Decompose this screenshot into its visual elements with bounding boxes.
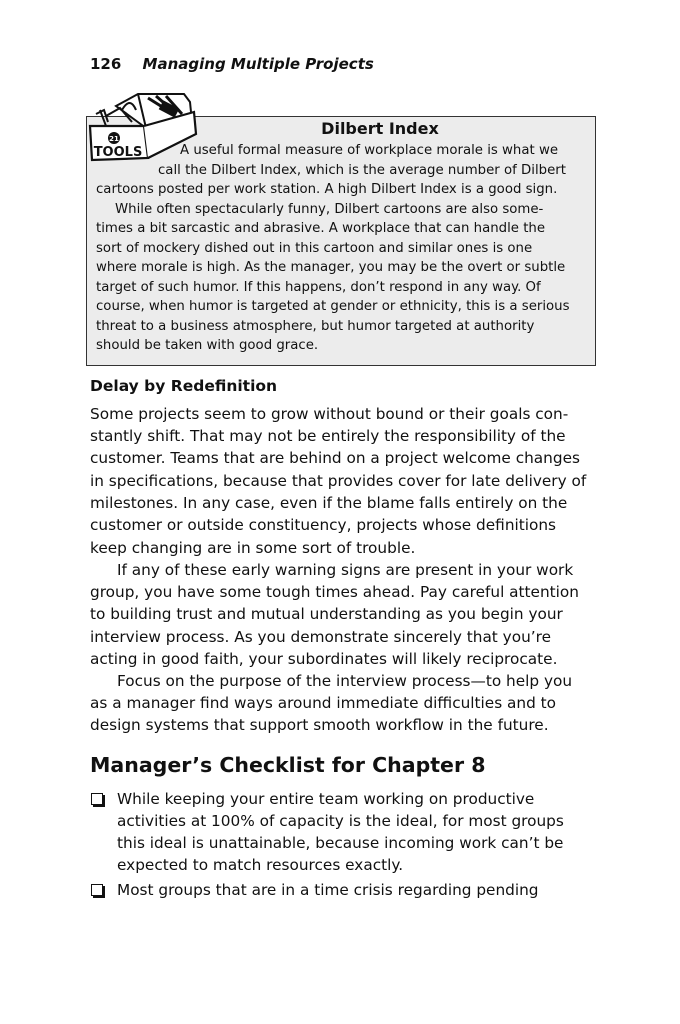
body-line: group, you have some tough times ahead. Pay careful attention xyxy=(90,583,579,601)
running-header xyxy=(90,55,610,73)
icon-badge: 21 xyxy=(109,135,119,143)
sidebar-line: threat to a business atmosphere, but humor targeted at authority xyxy=(96,319,535,334)
body-line: keep changing are in some sort of trouble. xyxy=(90,539,416,557)
checklist-line: Most groups that are in a time crisis regarding pending xyxy=(117,881,539,899)
body-line: customer. Teams that are behind on a project welcome changes xyxy=(90,449,580,467)
sidebar-line: A useful formal measure of workplace morale is what we xyxy=(180,143,559,158)
body-line: Focus on the purpose of the interview process—to help you xyxy=(117,672,573,690)
body-line: Some projects seem to grow without bound or their goals con- xyxy=(90,405,569,423)
icon-label: TOOLS xyxy=(93,145,143,160)
body-line: stantly shift. That may not be entirely the responsibility of the xyxy=(90,427,566,445)
body-line: as a manager find ways around immediate difficulties and to xyxy=(90,694,557,712)
sidebar-line: where morale is high. As the manager, you may be the overt or subtle xyxy=(96,260,566,275)
checkbox-icon xyxy=(91,793,103,805)
book-title: Managing Multiple Projects xyxy=(142,55,374,73)
checklist-line: expected to match resources exactly. xyxy=(117,856,404,874)
body-line: acting in good faith, your subordinates will likely reciprocate. xyxy=(90,650,558,668)
body-line: customer or outside constituency, projects whose definitions xyxy=(90,516,557,534)
sidebar-line: target of such humor. If this happens, don’t respond in any way. Of xyxy=(96,280,541,295)
checklist-line: activities at 100% of capacity is the ideal, for most groups xyxy=(117,812,564,830)
sidebar-line: While often spectacularly funny, Dilbert cartoons are also some- xyxy=(115,202,544,217)
section-heading: Delay by Redefinition xyxy=(90,377,278,395)
sidebar-line: cartoons posted per work station. A high Dilbert Index is a good sign. xyxy=(96,182,558,197)
sidebar-line: call the Dilbert Index, which is the average number of Dilbert xyxy=(158,163,566,178)
checkbox-icon xyxy=(91,884,103,896)
body-line: in specifications, because that provides cover for late delivery of xyxy=(90,472,587,490)
sidebar-line: course, when humor is targeted at gender or ethnicity, this is a serious xyxy=(96,299,570,314)
checklist-heading: Manager’s Checklist for Chapter 8 xyxy=(90,753,486,777)
sidebar-line: times a bit sarcastic and abrasive. A workplace that can handle the xyxy=(96,221,546,236)
sidebar-title: Dilbert Index xyxy=(321,119,439,138)
body-line: If any of these early warning signs are present in your work xyxy=(117,561,574,579)
body-line: design systems that support smooth workflow in the future. xyxy=(90,716,549,734)
body-line: milestones. In any case, even if the blame falls entirely on the xyxy=(90,494,568,512)
checklist-line: this ideal is unattainable, because incoming work can’t be xyxy=(117,834,564,852)
sidebar-line: should be taken with good grace. xyxy=(96,338,319,353)
body-line: to building trust and mutual understanding as you begin your xyxy=(90,605,563,623)
checklist-line: While keeping your entire team working on productive xyxy=(117,790,535,808)
body-line: interview process. As you demonstrate sincerely that you’re xyxy=(90,628,552,646)
sidebar-line: sort of mockery dished out in this cartoon and similar ones is one xyxy=(96,241,533,256)
page-number: 126 xyxy=(90,55,122,73)
